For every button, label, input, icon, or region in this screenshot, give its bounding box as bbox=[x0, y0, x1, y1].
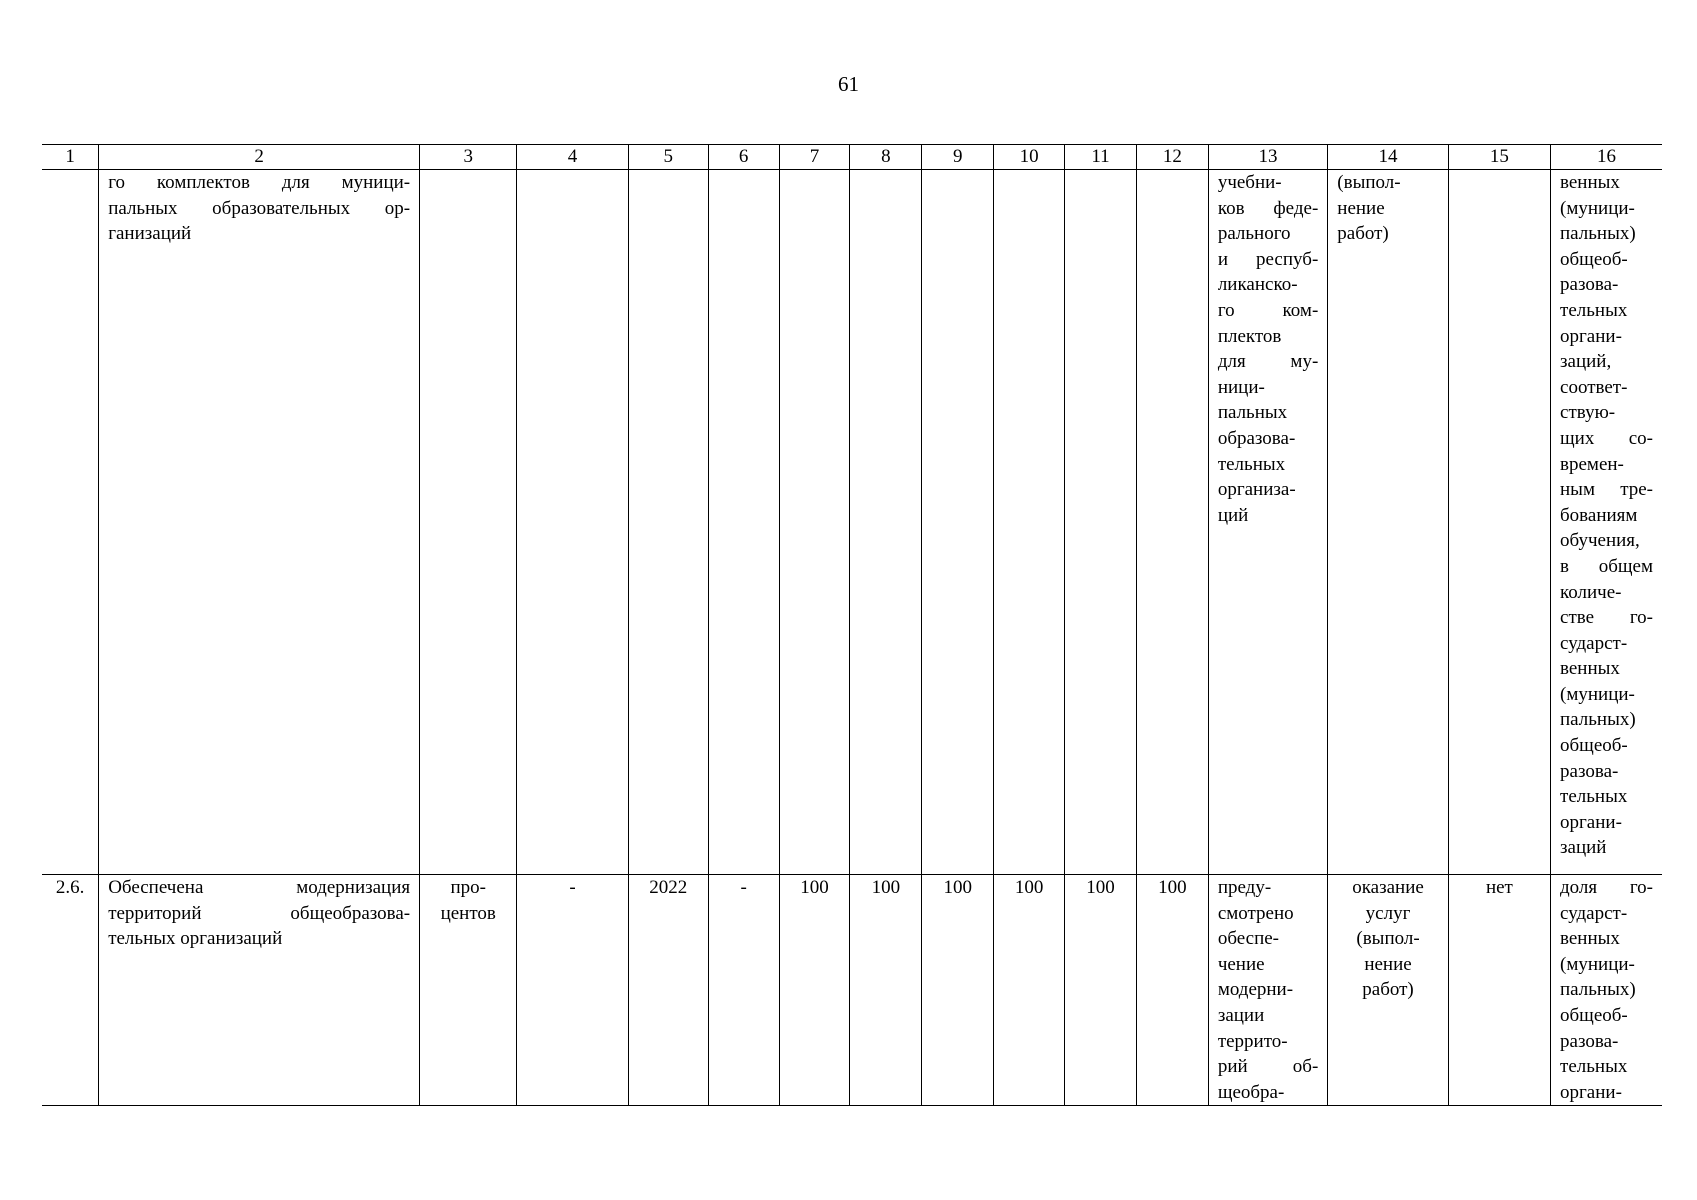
table-row-2-6 bbox=[42, 875, 1662, 1106]
row-a-cell-15 bbox=[1448, 170, 1550, 875]
column-number-2: 2 bbox=[99, 145, 420, 170]
cell-text-line: венных bbox=[1560, 172, 1620, 193]
cell-text-line: пальных) bbox=[1560, 979, 1636, 1001]
row-a-cell-16 bbox=[1551, 170, 1662, 875]
row-a-cell-5 bbox=[628, 170, 708, 875]
cell-text-line: рального bbox=[1217, 223, 1291, 245]
row-a-cell-3 bbox=[420, 170, 517, 875]
column-number-12: 12 bbox=[1136, 145, 1208, 170]
cell-text-line: общеоб- bbox=[1560, 735, 1628, 757]
row-b-value-8: 100 bbox=[850, 875, 922, 1106]
row-b-value-12: 100 bbox=[1136, 875, 1208, 1106]
cell-text-line: ствую- bbox=[1560, 402, 1616, 424]
cell-text-line: территорий общеобразова- bbox=[108, 902, 411, 924]
cell-text-line: (муници- bbox=[1560, 197, 1635, 219]
column-number-10: 10 bbox=[994, 145, 1065, 170]
row-a-cell-13 bbox=[1208, 170, 1327, 875]
column-number-16: 16 bbox=[1551, 145, 1662, 170]
row-a-cell-10 bbox=[994, 170, 1065, 875]
row-a-cell-6 bbox=[708, 170, 779, 875]
cell-text-line: тельных bbox=[1560, 1056, 1628, 1078]
program-table bbox=[42, 144, 1662, 1106]
column-number-9: 9 bbox=[922, 145, 994, 170]
column-number-7: 7 bbox=[779, 145, 850, 170]
cell-text-line: тельных bbox=[1560, 299, 1628, 321]
column-number-13: 13 bbox=[1208, 145, 1327, 170]
cell-text-line: ным тре- bbox=[1560, 479, 1653, 501]
row-a-cell-11 bbox=[1065, 170, 1137, 875]
page-number: 61 bbox=[838, 72, 859, 96]
row-a-cell-2 bbox=[99, 170, 420, 875]
cell-text-line: организа- bbox=[1217, 479, 1296, 501]
cell-text-line: стве го- bbox=[1560, 607, 1653, 629]
row-a-cell-8 bbox=[850, 170, 922, 875]
cell-text-line: органи- bbox=[1560, 325, 1622, 347]
cell-text-line: услуг bbox=[1365, 902, 1411, 924]
cell-text-line: тельных bbox=[1560, 786, 1628, 808]
cell-text-line: разова- bbox=[1560, 274, 1619, 296]
cell-text-line: тельных bbox=[1217, 453, 1286, 475]
column-number-11: 11 bbox=[1065, 145, 1137, 170]
cell-text-line: для му- bbox=[1217, 351, 1319, 373]
cell-text-line: разова- bbox=[1560, 1030, 1619, 1052]
row-b-year: 2022 bbox=[628, 875, 708, 1106]
table-row-continued bbox=[42, 170, 1662, 875]
cell-text-line: пальных bbox=[1217, 402, 1288, 424]
cell-text-line: работ) bbox=[1362, 979, 1414, 1001]
cell-text-line: (выпол- bbox=[1356, 928, 1420, 950]
cell-text-line: заций, bbox=[1560, 351, 1612, 373]
cell-text-line: тельных организаций bbox=[108, 928, 283, 950]
cell-text-line: пальных образовательных ор- bbox=[108, 197, 411, 219]
table-header-row bbox=[42, 145, 1662, 170]
cell-text-line: ков феде- bbox=[1217, 197, 1319, 219]
cell-text-line: доля го- bbox=[1560, 877, 1653, 898]
row-b-cell-16 bbox=[1551, 875, 1662, 1106]
row-b-cell-6: - bbox=[708, 875, 779, 1106]
row-b-item-number: 2.6. bbox=[42, 875, 99, 1106]
cell-text-line: рий об- bbox=[1217, 1056, 1319, 1078]
cell-text-line: чение bbox=[1217, 953, 1265, 975]
cell-text-line: ганизаций bbox=[108, 223, 192, 245]
cell-text-line: плектов bbox=[1217, 325, 1282, 347]
row-b-value-10: 100 bbox=[994, 875, 1065, 1106]
cell-text-line: работ) bbox=[1337, 223, 1389, 245]
cell-text-line: преду- bbox=[1217, 877, 1272, 898]
cell-text-line: ций bbox=[1217, 504, 1249, 526]
cell-text-line: сударст- bbox=[1560, 902, 1628, 924]
cell-text-line: учебни- bbox=[1217, 172, 1282, 193]
column-number-15: 15 bbox=[1448, 145, 1550, 170]
column-number-3: 3 bbox=[420, 145, 517, 170]
cell-text-line: сударст- bbox=[1560, 632, 1628, 654]
cell-text-line: соответ- bbox=[1560, 376, 1628, 398]
cell-text-line: количе- bbox=[1560, 581, 1622, 603]
cell-text-line: (выпол- bbox=[1337, 172, 1401, 193]
row-b-value-7: 100 bbox=[779, 875, 850, 1106]
cell-text-line: пальных) bbox=[1560, 223, 1636, 245]
cell-text-line: зации bbox=[1217, 1004, 1265, 1026]
cell-text-line: пальных) bbox=[1560, 709, 1636, 731]
row-b-cell-13 bbox=[1208, 875, 1327, 1106]
column-number-14: 14 bbox=[1328, 145, 1448, 170]
cell-text-line: террито- bbox=[1217, 1030, 1288, 1052]
row-b-cell-15: нет bbox=[1448, 875, 1550, 1106]
column-number-6: 6 bbox=[708, 145, 779, 170]
cell-text-line: оказание bbox=[1352, 877, 1424, 898]
row-b-unit bbox=[420, 875, 517, 1106]
cell-text-line: общеоб- bbox=[1560, 248, 1628, 270]
cell-text-line: органи- bbox=[1560, 811, 1622, 833]
column-number-5: 5 bbox=[628, 145, 708, 170]
cell-text-line: щих со- bbox=[1560, 427, 1653, 449]
row-a-cell-1 bbox=[42, 170, 99, 875]
cell-text-line: времен- bbox=[1560, 453, 1624, 475]
cell-text-line: образова- bbox=[1217, 427, 1296, 449]
row-a-cell-9 bbox=[922, 170, 994, 875]
cell-text-line: го комплектов для муници- bbox=[108, 172, 411, 193]
row-a-cell-14 bbox=[1328, 170, 1448, 875]
cell-text-line: нение bbox=[1337, 197, 1385, 219]
column-number-8: 8 bbox=[850, 145, 922, 170]
cell-text-line: про- bbox=[450, 877, 486, 898]
cell-text-line: щеобра- bbox=[1217, 1081, 1285, 1103]
cell-text-line: го ком- bbox=[1217, 299, 1319, 321]
row-a-cell-7 bbox=[779, 170, 850, 875]
row-b-value-9: 100 bbox=[922, 875, 994, 1106]
cell-text-line: органи- bbox=[1560, 1081, 1622, 1103]
cell-text-line: модерни- bbox=[1217, 979, 1294, 1001]
cell-text-line: венных bbox=[1560, 928, 1620, 950]
cell-text-line: ликанско- bbox=[1217, 274, 1298, 296]
cell-text-line: обучения, bbox=[1560, 530, 1640, 552]
cell-text-line: (муници- bbox=[1560, 683, 1635, 705]
cell-text-line: в общем bbox=[1560, 555, 1653, 577]
cell-text-line: заций bbox=[1560, 837, 1607, 859]
row-a-cell-4 bbox=[517, 170, 628, 875]
cell-text-line: центов bbox=[440, 902, 496, 924]
column-number-4: 4 bbox=[517, 145, 628, 170]
row-b-cell-4: - bbox=[517, 875, 628, 1106]
cell-text-line: смотрено bbox=[1217, 902, 1294, 924]
cell-text-line: нение bbox=[1364, 953, 1412, 975]
cell-text-line: венных bbox=[1560, 658, 1620, 680]
cell-text-line: (муници- bbox=[1560, 953, 1635, 975]
cell-text-line: ници- bbox=[1217, 376, 1265, 398]
cell-text-line: обеспе- bbox=[1217, 928, 1279, 950]
cell-text-line: общеоб- bbox=[1560, 1004, 1628, 1026]
column-number-1: 1 bbox=[42, 145, 99, 170]
cell-text-line: бованиям bbox=[1560, 504, 1638, 526]
cell-text-line: и респуб- bbox=[1217, 248, 1319, 270]
row-a-cell-12 bbox=[1136, 170, 1208, 875]
row-b-indicator-name bbox=[99, 875, 420, 1106]
row-b-cell-14 bbox=[1328, 875, 1448, 1106]
cell-text-line: Обеспечена модернизация bbox=[108, 877, 411, 898]
row-b-value-11: 100 bbox=[1065, 875, 1137, 1106]
cell-text-line: разова- bbox=[1560, 760, 1619, 782]
